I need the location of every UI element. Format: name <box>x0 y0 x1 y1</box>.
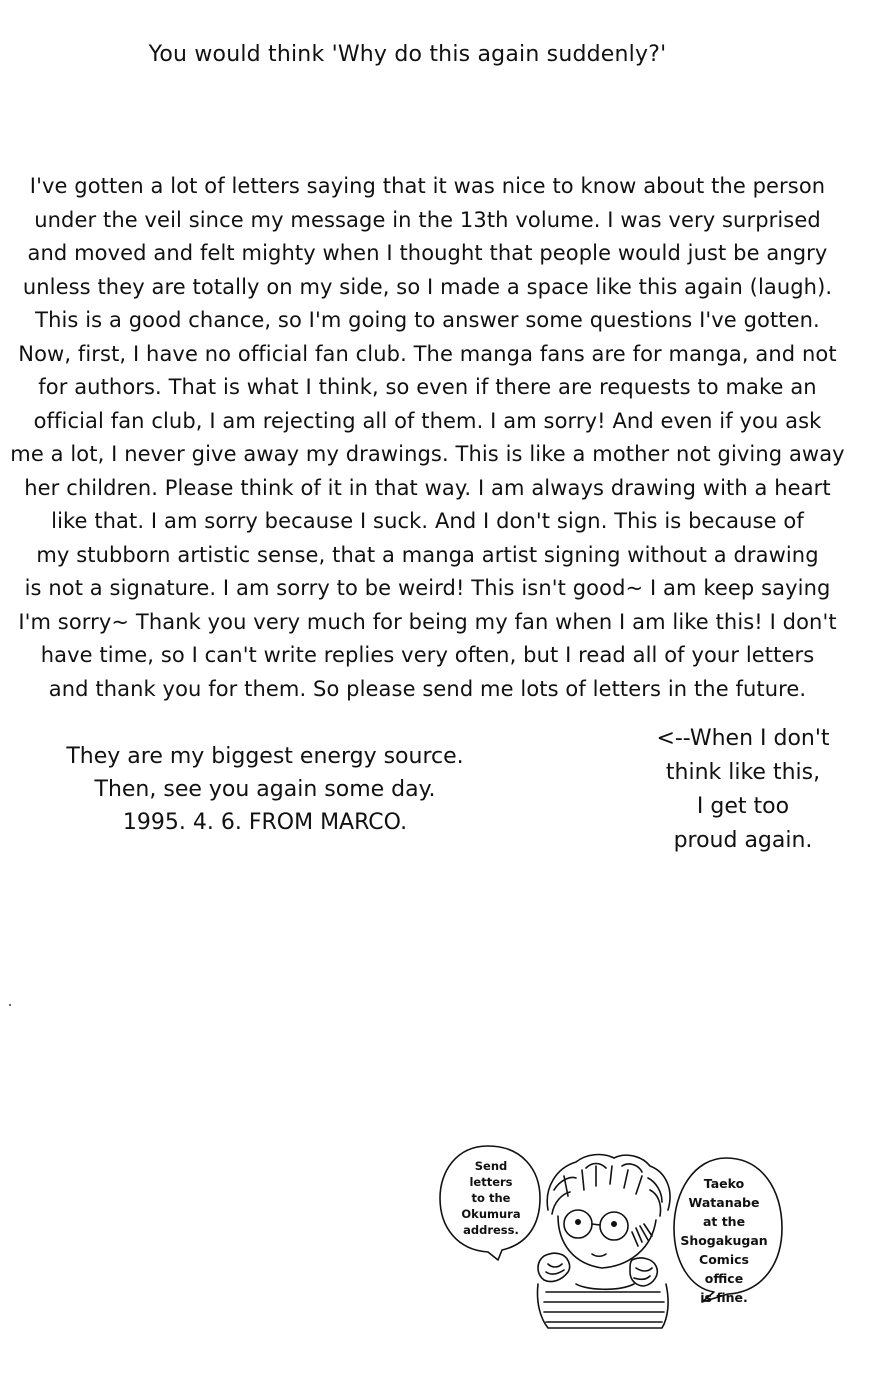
aside-line: proud again. <box>673 828 813 853</box>
body-line: her children. Please think of it in that way. I am always drawing with a heart <box>24 475 831 500</box>
aside-line: <--When I don't <box>656 726 830 751</box>
right-bubble-line: is fine. <box>700 1290 748 1305</box>
right-bubble-line: Comics office <box>699 1252 749 1286</box>
signoff-line: Then, see you again some day. <box>94 777 436 802</box>
aside-note <box>618 722 868 858</box>
body-line: me a lot, I never give away my drawings. This is like a mother not giving away <box>10 442 845 466</box>
signoff-date: 1995. 4. 6. FROM MARCO. <box>122 810 408 835</box>
body-line: unless they are totally on my side, so I made a space like this again (laugh). <box>22 274 833 299</box>
body-line: This is a good chance, so I'm going to answer some questions I've gotten. <box>35 308 820 332</box>
right-bubble-line: Watanabe <box>688 1195 760 1210</box>
body-line: official fan club, I am rejecting all of them. I am sorry! And even if you ask <box>33 408 822 433</box>
body-line: and moved and felt mighty when I thought that people would just be angry <box>27 241 828 265</box>
left-bubble-line: Send <box>474 1159 508 1173</box>
aside-line: think like this, <box>665 760 821 785</box>
body-line: is not a signature. I am sorry to be weird! This isn't good~ I am keep saying <box>24 576 831 600</box>
body-line: have time, so I can't write replies very often, but I read all of your letters <box>40 643 815 667</box>
left-bubble-line: Okumura <box>461 1207 521 1221</box>
right-bubble-line: Shogakugan <box>680 1233 768 1248</box>
body-line: I'm sorry~ Thank you very much for being my fan when I am like this! I don't <box>18 609 837 634</box>
left-bubble-text <box>455 1158 527 1238</box>
page-title: You would think 'Why do this again suddenly?' <box>148 42 667 67</box>
signoff-line: They are my biggest energy source. <box>66 744 464 769</box>
signoff <box>40 740 490 839</box>
left-bubble-line: to the <box>471 1191 511 1205</box>
aside-line: I get too <box>696 794 790 819</box>
right-bubble-line: at the <box>702 1214 746 1229</box>
body-line: under the veil since my message in the 13th volume. I was very surprised <box>34 207 821 232</box>
body-line: Now, first, I have no official fan club. The manga fans are for manga, and not <box>18 341 837 366</box>
left-bubble-line: letters <box>469 1175 513 1189</box>
print-speck <box>9 1004 11 1006</box>
body-line: for authors. That is what I think, so even if there are requests to make an <box>38 375 817 399</box>
body-line: like that. I am sorry because I suck. And I don't sign. This is because of <box>51 509 804 533</box>
right-bubble-line: Taeko <box>703 1176 745 1191</box>
letter-body <box>0 170 855 706</box>
body-line: my stubborn artistic sense, that a manga artist signing without a drawing <box>36 542 819 567</box>
left-bubble-line: address. <box>463 1223 519 1237</box>
right-hand <box>630 1258 657 1286</box>
body-line: I've gotten a lot of letters saying that it was nice to know about the person <box>29 174 826 198</box>
right-bubble-text <box>680 1174 768 1307</box>
body-line: and thank you for them. So please send me lots of letters in the future. <box>48 676 807 701</box>
